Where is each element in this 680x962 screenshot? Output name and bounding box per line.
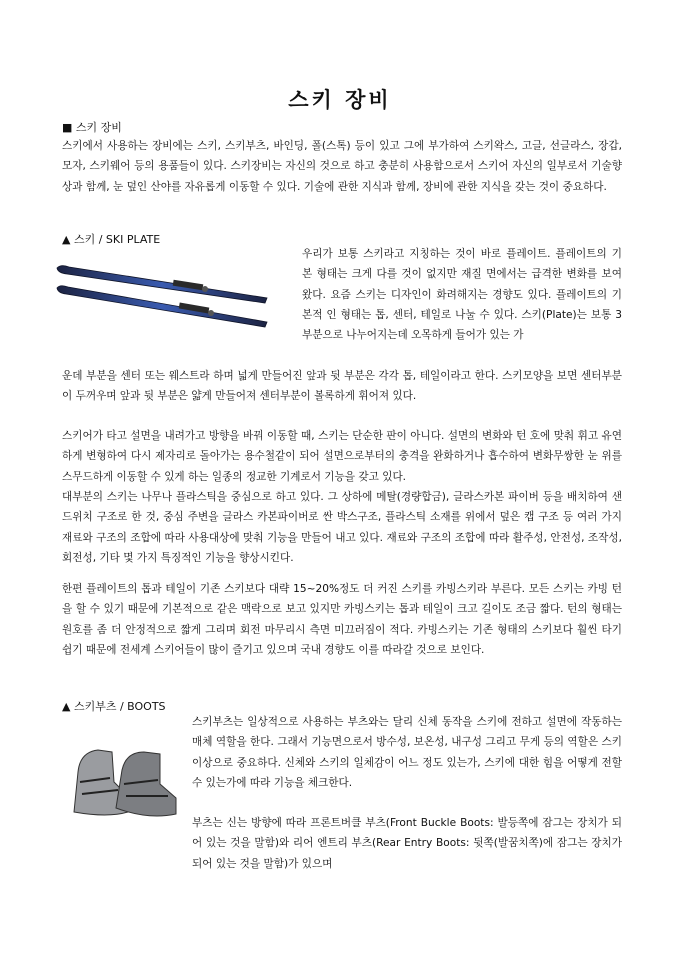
section-heading-ski-plate: ▲ 스키 / SKI PLATE — [62, 233, 161, 246]
paragraph-ski-function: 스키어가 타고 설면을 내려가고 방향을 바꿔 이동할 때, 스키는 단순한 판이 아니다. 설면의 변화와 턴 호에 맞춰 휘고 유연하게 변형하여 다시 제자리로 돌아가는 용수철같이 되어 설면으로부터의 충격을 완화하거나 흡수하여 변화무쌍한 눈 위를 스무드하게 이동할 수 있게 하는 일종의 정교한 기계로서 기능을 갖고 있다. — [62, 430, 622, 483]
paragraph-ski-materials: 대부분의 스키는 나무나 플라스틱을 중심으로 하고 있다. 그 상하에 메탈(경량합금), 글라스카본 파이버 등을 배치하여 샌드위치 구조로 한 것, 중심 주변을 글라스 카본파이버로 싼 박스구조, 플라스틱 소재를 위에서 덮은 캡 구조 등 여러 가지 재료와 구조의 조합에 따라 사용대상에 맞춰 기능을 만들어 내고 있다. 재료와 구조의 조합에 따라 활주성, 안전성, 조작성, 회전성, 기타 몇 가지 특징적인 기능을 향상시킨다. — [62, 491, 622, 564]
page-title: 스키 장비 — [288, 88, 392, 112]
ski-boots-image — [68, 742, 183, 822]
paragraph-ski-plate-intro: 우리가 보통 스키라고 지칭하는 것이 바로 플레이트. 플레이트의 기 본 형태는 크게 다를 것이 없지만 재질 면에서는 급격한 변화를 보여왔다. 요즘 스키는 디자인이 화려해지는 경향도 있다. 플레이트의 기본적 인 형태는 톱, 센터, 테일로 나눌 수 있다. 스키(Plate)는 보통 3부분으로 나누어지는데 오목하게 들어가 있는 가 — [302, 248, 622, 342]
paragraph-boots-function: 스키부츠는 일상적으로 사용하는 부츠와는 달리 신체 동작을 스키에 전하고 설면에 작동하는 매체 역할을 한다. 그래서 기능면으로서 방수성, 보온성, 내구성 그리고 무게 등의 역할은 스키 이상으로 중요하다. 신체와 스키의 일체감이 어느 정도 있는가, 스키에 대한 힘을 어떻게 전할 수 있는가에 따라 기능을 체크한다. — [192, 716, 622, 789]
paragraph-ski-equipment: 스키에서 사용하는 장비에는 스키, 스키부츠, 바인딩, 폴(스톡) 등이 있고 그에 부가하여 스키왁스, 고글, 선글라스, 장갑, 모자, 스키웨어 등의 용품들이 있다. 스키장비는 자신의 것으로 하고 충분히 사용함으로서 스키어 자신의 일부로서 기술향상과 함께, 눈 덮인 산야를 자유롭게 이동할 수 있다. 기술에 관한 지식과 함께, 장비에 관한 지식을 갖는 것이 중요하다. — [62, 140, 622, 193]
paragraph-ski-plate-intro-cont: 운데 부분을 센터 또는 웨스트라 하며 넓게 만들어진 앞과 뒷 부분은 각각 톱, 테일이라고 한다. 스키모양을 보면 센터부분이 두꺼우며 앞과 뒷 부분은 얇게 만들어져 센터부분이 볼록하게 휘어져 있다. — [62, 370, 622, 403]
paragraph-boots-types: 부츠는 신는 방향에 따라 프론트버클 부츠(Front Buckle Boots: 발등쪽에 잠그는 장치가 되어 있는 것을 말함)와 리어 엔트리 부츠(Rear Entry Boots: 뒷쪽(발꿈치쪽)에 잠그는 장치가 되어 있는 것을 말함)가 있으며 — [192, 817, 622, 870]
paragraph-carving-ski: 한편 플레이트의 톱과 테일이 기존 스키보다 대략 15~20%정도 더 커진 스키를 카빙스키라 부른다. 모든 스키는 카빙 턴을 할 수 있기 때문에 기본적으로 같은 맥락으로 보고 있지만 카빙스키는 톱과 테일이 크고 길이도 조금 짧다. 턴의 형태는 원호를 좀 더 안정적으로 짧게 그리며 회전 마무리시 측면 미끄러짐이 적다. 카빙스키는 기존 형태의 스키보다 훨씬 타기 쉽기 때문에 전세계 스키어들이 많이 즐기고 있으며 국내 경향도 이를 따라갈 것으로 보인다. — [62, 583, 622, 656]
section-heading-boots: ▲ 스키부츠 / BOOTS — [62, 700, 166, 713]
section-heading-ski-equipment: ■ 스키 장비 — [62, 121, 122, 134]
ski-plate-image — [55, 262, 270, 330]
